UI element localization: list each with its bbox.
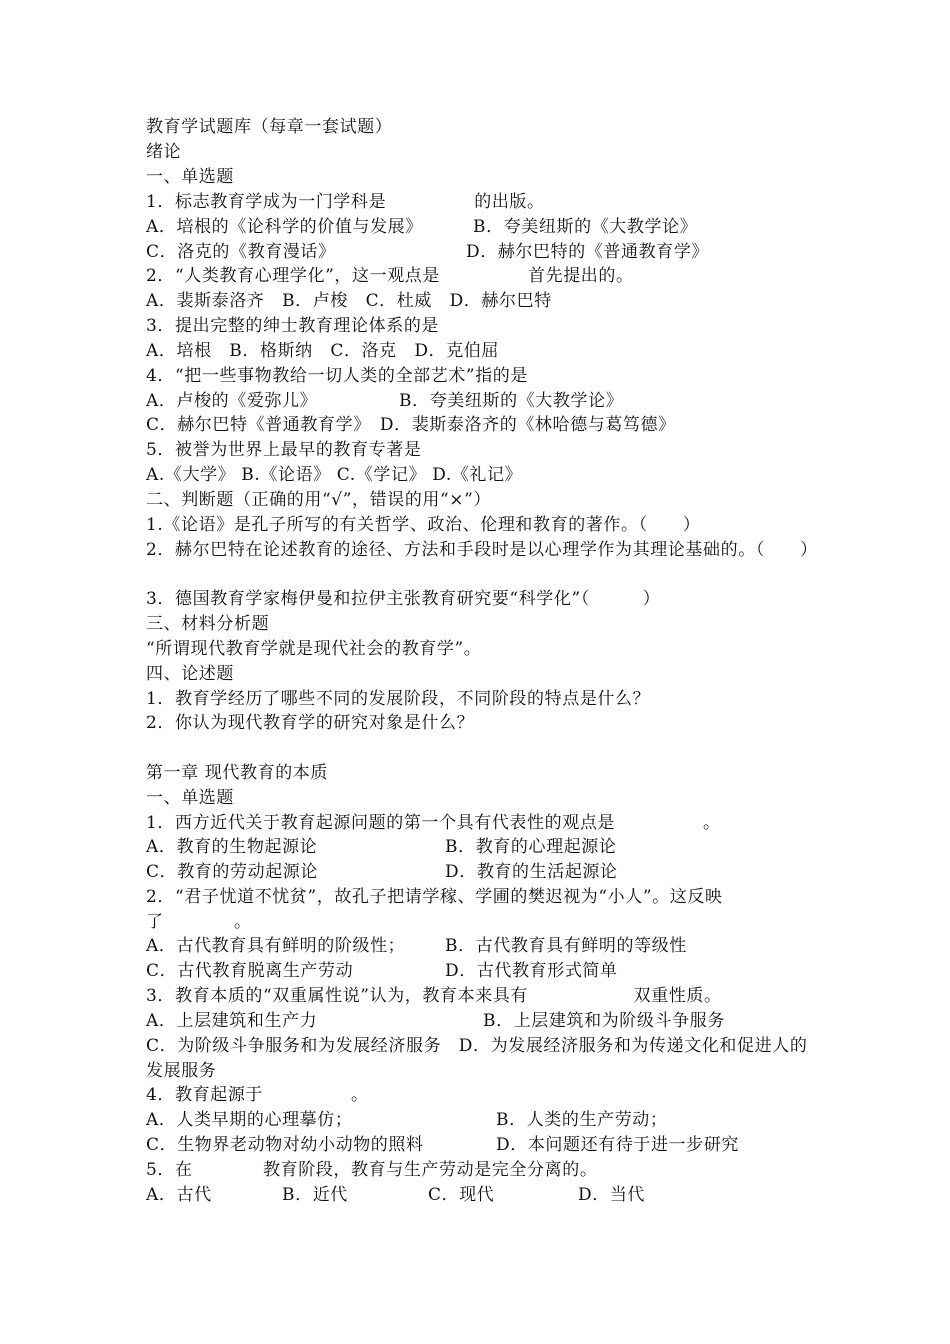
intro-question-4: 4．“把一些事物教给一切人类的全部艺术”指的是 (146, 366, 528, 386)
intro-q3-options: A．培根 B．格斯纳 C．洛克 D．克伯屈 (146, 341, 500, 361)
ch1-q1-option-c: C．教育的劳动起源论 (146, 862, 319, 882)
chapter1-heading: 第一章 现代教育的本质 (146, 763, 329, 783)
ch1-q3-option-b: B．上层建筑和为阶级斗争服务 (483, 1011, 725, 1031)
ch1-q5-option-a: A．古代 (146, 1185, 212, 1205)
intro-judgement-3: 3．德国教育学家梅伊曼和拉伊主张教育研究要“科学化”（ ） (146, 589, 661, 609)
ch1-q4-option-d: D．本问题还有待于进一步研究 (496, 1135, 740, 1155)
intro-q5-options: A.《大学》 B.《论语》 C.《学记》 D.《礼记》 (146, 465, 523, 485)
ch1-q4-option-a: A．人类早期的心理摹仿； (146, 1110, 353, 1130)
ch1-q5-option-b: B．近代 (282, 1185, 348, 1205)
ch1-q2-option-c: C．古代教育脱离生产劳动 (146, 961, 354, 981)
intro-judgement-1: 1.《论语》是孔子所写的有关哲学、政治、伦理和教育的著作。（ ） (146, 515, 701, 535)
ch1-question-2: 2．“君子忧道不忧贫”，故孔子把请学稼、学圃的樊迟视为“小人”。这反映了 。 (146, 887, 723, 932)
intro-judgement-heading: 二、判断题（正确的用“√”，错误的用“×”） (146, 490, 492, 510)
intro-q2-options: A．裴斯泰洛齐 B．卢梭 C．杜威 D．赫尔巴特 (146, 291, 552, 311)
ch1-question-1: 1．西方近代关于教育起源问题的第一个具有代表性的观点是 。 (146, 813, 721, 833)
ch1-q2-option-b: B．古代教育具有鲜明的等级性 (445, 936, 687, 956)
intro-q1-option-b: B．夸美纽斯的《大教学论》 (473, 217, 698, 237)
intro-material-text: “所谓现代教育学就是现代社会的教育学”。 (146, 639, 482, 659)
intro-question-1: 1．标志教育学成为一门学科是 的出版。 (146, 192, 545, 212)
intro-material-heading: 三、材料分析题 (146, 614, 270, 634)
ch1-q1-option-b: B．教育的心理起源论 (445, 837, 617, 857)
ch1-question-3: 3．教育本质的“双重属性说”认为，教育本来具有 双重性质。 (146, 986, 722, 1006)
intro-essay-heading: 四、论述题 (146, 664, 234, 684)
ch1-q2-option-d: D．古代教育形式简单 (445, 961, 618, 981)
ch1-q5-option-c: C．现代 (428, 1185, 495, 1205)
ch1-q1-option-d: D．教育的生活起源论 (445, 862, 618, 882)
intro-q4-option-a: A．卢梭的《爱弥儿》 (146, 391, 318, 411)
intro-question-5: 5．被誉为世界上最早的教育专著是 (146, 440, 422, 460)
ch1-question-4: 4．教育起源于 。 (146, 1085, 369, 1105)
document-title: 教育学试题库（每章一套试题） (146, 117, 393, 137)
ch1-q2-option-a: A．古代教育具有鲜明的阶级性； (146, 936, 406, 956)
chapter1-single-choice-heading: 一、单选题 (146, 788, 234, 808)
intro-q1-option-a: A．培根的《论科学的价值与发展》 (146, 217, 423, 237)
intro-q1-option-d: D．赫尔巴特的《普通教育学》 (466, 242, 710, 262)
ch1-q4-option-b: B．人类的生产劳动； (496, 1110, 668, 1130)
intro-judgement-2: 2．赫尔巴特在论述教育的途径、方法和手段时是以心理学作为其理论基础的。（ ） (146, 540, 818, 560)
intro-single-choice-heading: 一、单选题 (146, 167, 234, 187)
intro-q1-option-c: C．洛克的《教育漫话》 (146, 242, 336, 262)
ch1-question-5: 5．在 教育阶段，教育与生产劳动是完全分离的。 (146, 1160, 598, 1180)
intro-essay-2: 2．你认为现代教育学的研究对象是什么？ (146, 713, 475, 733)
intro-question-3: 3．提出完整的绅士教育理论体系的是 (146, 316, 440, 336)
ch1-q5-option-d: D．当代 (578, 1185, 646, 1205)
intro-question-2: 2．“人类教育心理学化”，这一观点是 首先提出的。 (146, 266, 634, 286)
ch1-q4-option-c: C．生物界老动物对幼小动物的照料 (146, 1135, 424, 1155)
ch1-q1-option-a: A．教育的生物起源论 (146, 837, 318, 857)
ch1-q3-options-cd: C．为阶级斗争服务和为发展经济服务 D．为发展经济服务和为传递文化和促进人的发展服务 (146, 1036, 808, 1081)
intro-heading: 绪论 (146, 142, 182, 162)
intro-q4-option-b: B．夸美纽斯的《大教学论》 (399, 391, 624, 411)
intro-essay-1: 1．教育学经历了哪些不同的发展阶段，不同阶段的特点是什么？ (146, 689, 651, 709)
ch1-q3-option-a: A．上层建筑和生产力 (146, 1011, 318, 1031)
intro-q4-options-cd: C．赫尔巴特《普通教育学》 D．裴斯泰洛齐的《林哈德与葛笃德》 (146, 415, 676, 435)
